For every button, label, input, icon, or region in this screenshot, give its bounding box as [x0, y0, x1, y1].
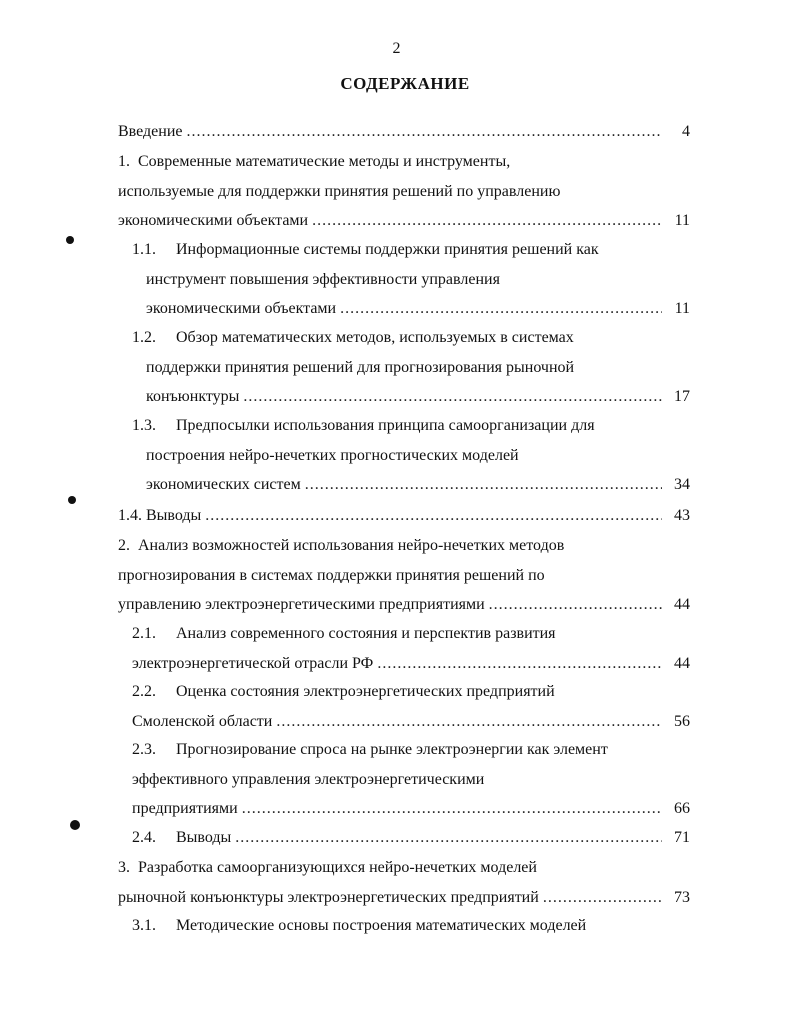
toc-entry-text: Прогнозирование спроса на рынке электроэнергии как элемент [176, 741, 608, 758]
toc-entry-number: 1. [118, 153, 130, 170]
toc-page-number: 11 [674, 300, 690, 317]
toc-entry-line [146, 442, 690, 470]
toc-leader-dots [242, 795, 662, 823]
toc-page-number: 11 [674, 212, 690, 229]
toc-entry-text: конъюнктуры [146, 388, 240, 405]
toc-entry-text: Методические основы построения математических моделей [176, 917, 587, 934]
toc-entry-line [146, 354, 690, 382]
toc-entry-text: Обзор математических методов, используемых в системах [176, 329, 574, 346]
toc-entry-number: 2.1. [132, 625, 156, 642]
scan-speck [68, 496, 76, 504]
scan-speck [66, 236, 74, 244]
toc-entry-text: экономическими объектами [146, 300, 337, 317]
toc-entry-number: 2. [118, 537, 130, 554]
toc-leader-dots [312, 207, 662, 235]
toc-leader-dots [543, 884, 662, 912]
toc-entry-line-last [118, 884, 690, 912]
toc-entry-number: 2.4. [132, 829, 156, 846]
toc-entry-line-last [146, 295, 690, 323]
toc-entry-text: управлению электроэнергетическими предприятиями [118, 596, 485, 613]
toc-page-number: 44 [674, 654, 690, 672]
toc-entry-number: 1.3. [132, 417, 156, 434]
toc-entry-line-last [132, 912, 690, 940]
toc-entry-line [118, 178, 690, 206]
toc-entry-text: построения нейро-нечетких прогностических моделей [146, 446, 519, 464]
toc-entry-text: эффективного управления электроэнергетическими [132, 770, 485, 788]
toc-leader-dots [377, 650, 662, 678]
toc-entry-line-last [132, 650, 690, 678]
toc-entry-text: Анализ возможностей использования нейро-нечетких методов [138, 537, 565, 554]
toc-entry-line [132, 736, 690, 764]
toc-entry-number: 3. [118, 859, 130, 876]
toc-entry-text: Анализ современного состояния и перспектив развития [176, 625, 556, 642]
toc-entry-line-last [118, 118, 690, 146]
toc-entry-text: Разработка самоорганизующихся нейро-нечетких моделей [138, 859, 537, 876]
toc-entry-line [132, 620, 690, 648]
toc-entry-line-last [132, 708, 690, 736]
toc-entry-line [146, 266, 690, 294]
toc-entry-line-last [146, 471, 690, 499]
toc-entry-text: инструмент повышения эффективности управления [146, 270, 500, 288]
toc-entry-text: Современные математические методы и инструменты, [138, 153, 511, 170]
toc-page-number: 56 [674, 712, 690, 730]
toc-entry-line [132, 766, 690, 794]
toc-entry-text: Введение [118, 123, 183, 140]
toc-entry-line [118, 148, 690, 176]
scan-speck [70, 820, 80, 830]
toc-page-number: 34 [674, 476, 690, 493]
toc-entry-line-last [118, 502, 690, 530]
toc-entry-line [132, 324, 690, 352]
toc-leader-dots [340, 295, 662, 323]
toc-leader-dots [235, 824, 662, 852]
toc-page-number: 71 [674, 829, 690, 846]
toc-entry-number: 3.1. [132, 917, 156, 934]
toc-entry-text: электроэнергетической отрасли РФ [132, 654, 374, 672]
toc-entry-text: Предпосылки использования принципа самоорганизации для [176, 417, 595, 434]
page-number: 2 [392, 40, 401, 57]
toc-leader-dots [276, 708, 662, 736]
toc-page-number: 66 [674, 800, 690, 817]
toc-entry-text: используемые для поддержки принятия решений по управлению [118, 182, 561, 200]
toc-entry-line-last [118, 207, 690, 235]
toc-entry-text: Смоленской области [132, 712, 273, 730]
toc-entry-line [118, 854, 690, 882]
toc-entry-text: Оценка состояния электроэнергетических предприятий [176, 683, 555, 700]
toc-leader-dots [205, 502, 662, 530]
toc-entry-line-last [132, 795, 690, 823]
toc-entry-text: Выводы [176, 829, 232, 846]
toc-entry-number: 2.2. [132, 683, 156, 700]
toc-leader-dots [489, 591, 662, 619]
toc-entry-text: экономическими объектами [118, 212, 309, 229]
toc-entry-number: 1.2. [132, 329, 156, 346]
toc-entry-line [132, 236, 690, 264]
toc-leader-dots [187, 118, 663, 146]
toc-page-number: 73 [674, 888, 690, 906]
toc-page-number: 44 [674, 596, 690, 613]
toc-title: СОДЕРЖАНИЕ [340, 74, 470, 93]
toc-leader-dots [243, 383, 662, 411]
toc-entry-number: 1.1. [132, 241, 156, 258]
toc-entry-number: 2.3. [132, 741, 156, 758]
toc-entry-text: рыночной конъюнктуры электроэнергетических предприятий [118, 888, 539, 906]
toc-entry-text: экономических систем [146, 476, 301, 493]
toc-entry-text: 1.4. Выводы [118, 507, 202, 524]
toc-entry-line [132, 678, 690, 706]
toc-entry-line-last [132, 824, 690, 852]
toc-entry-line [132, 412, 690, 440]
toc-page-number: 43 [674, 507, 690, 524]
toc-leader-dots [305, 471, 662, 499]
toc-entry-text: Информационные системы поддержки принятия решений как [176, 241, 599, 258]
toc-entry-text: предприятиями [132, 800, 238, 817]
toc-entry-line-last [146, 383, 690, 411]
toc-page-number: 17 [674, 388, 690, 405]
toc-entry-text: поддержки принятия решений для прогнозирования рыночной [146, 358, 575, 376]
toc-page-number: 4 [682, 123, 690, 140]
toc-entry-line [118, 562, 690, 590]
toc-entry-line-last [118, 591, 690, 619]
toc-entry-line [118, 532, 690, 560]
toc-entry-text: прогнозирования в системах поддержки принятия решений по [118, 566, 545, 584]
